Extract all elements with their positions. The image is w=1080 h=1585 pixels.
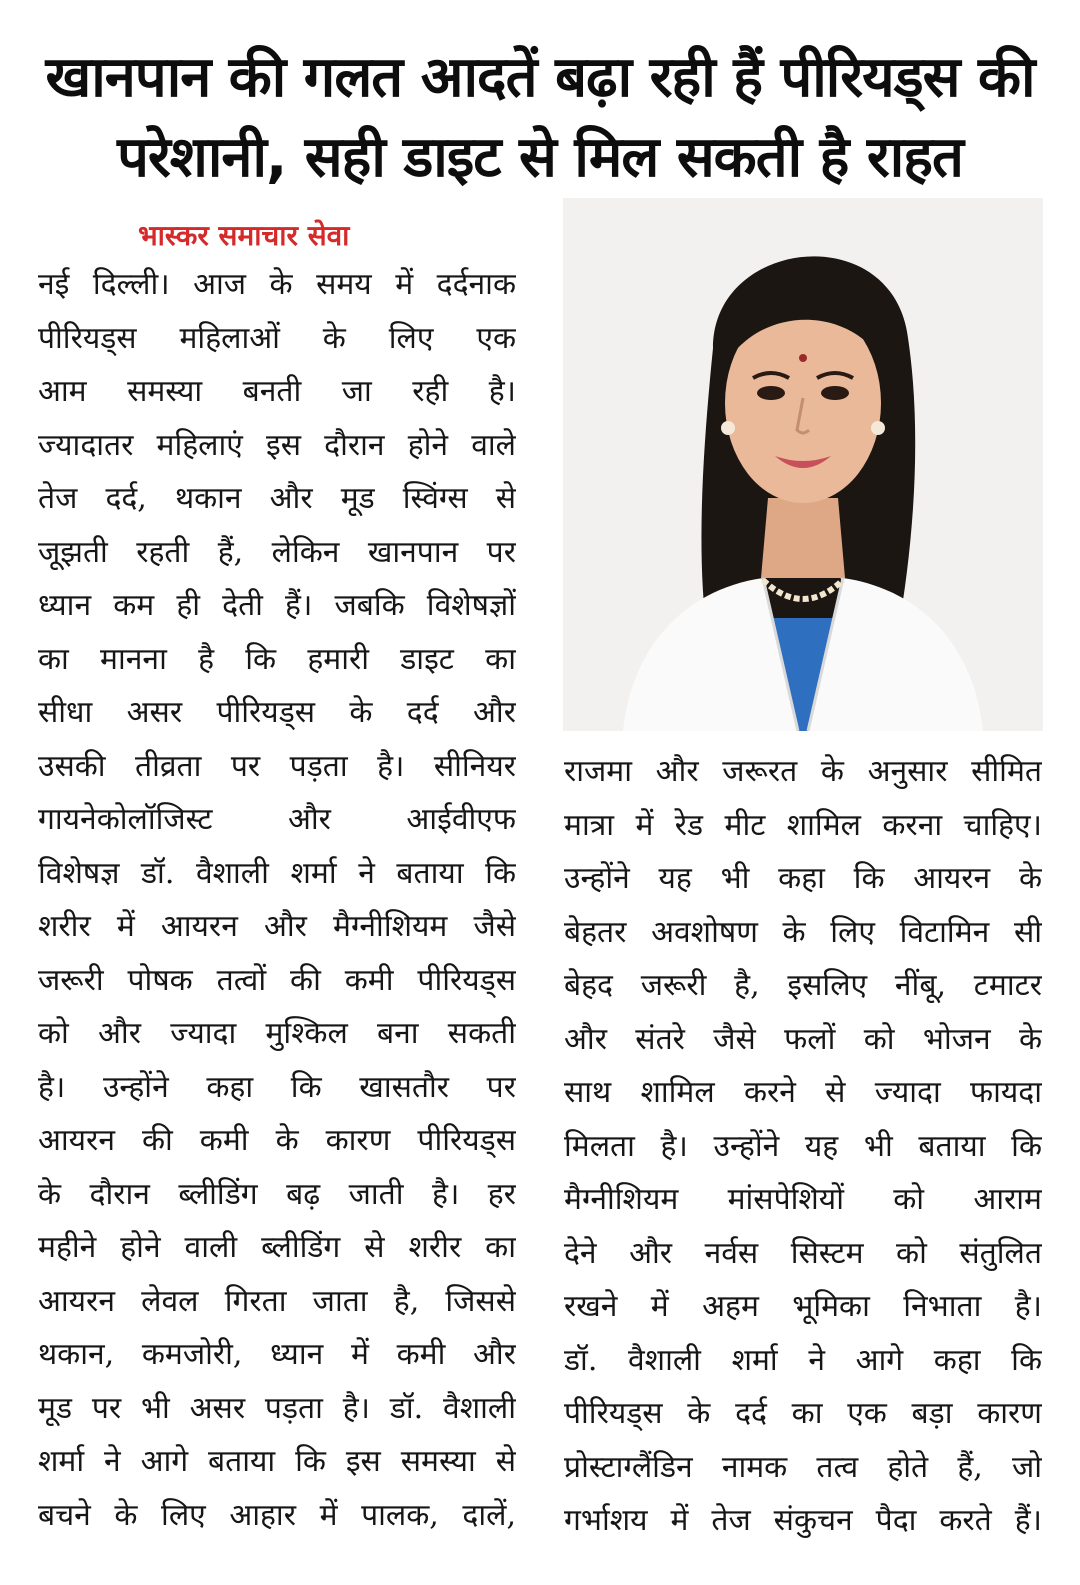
article-line: आयरन लेवल गिरता जाता है, जिससे xyxy=(38,1283,516,1319)
doctor-photo xyxy=(563,198,1043,731)
article-line: आम समस्या बनती जा रही है। xyxy=(38,374,516,409)
article-line: पीरियड्स के दर्द का एक बड़ा कारण xyxy=(564,1396,1042,1431)
article-line: का मानना है कि हमारी डाइट का xyxy=(38,641,516,677)
article-column-left xyxy=(38,258,516,1542)
article-line: ध्यान कम ही देती हैं। जबकि विशेषज्ञों xyxy=(38,588,516,623)
article-line: जूझती रहती हैं, लेकिन खानपान पर xyxy=(38,534,516,570)
article-line: देने और नर्वस सिस्टम को संतुलित xyxy=(564,1235,1042,1271)
headline xyxy=(20,38,1060,198)
article-line: शर्मा ने आगे बताया कि इस समस्या से xyxy=(38,1444,516,1479)
article-line: को और ज्यादा मुश्किल बना सकती xyxy=(38,1016,516,1051)
article-line: थकान, कमजोरी, ध्यान में कमी और xyxy=(38,1337,516,1372)
article-line: रखने में अहम भूमिका निभाता है। xyxy=(564,1289,1042,1324)
article-line: पीरियड्स महिलाओं के लिए एक xyxy=(38,320,516,356)
article-line: आयरन की कमी के कारण पीरियड्स xyxy=(38,1123,516,1158)
article-line: साथ शामिल करने से ज्यादा फायदा xyxy=(564,1075,1042,1110)
article-line: मैग्नीशियम मांसपेशियों को आराम xyxy=(564,1182,1042,1217)
byline: भास्कर समाचार सेवा xyxy=(138,219,350,252)
article-line: ज्यादातर महिलाएं इस दौरान होने वाले xyxy=(38,427,516,463)
headline-line-2: परेशानी, सही डाइट से मिल सकती है राहत xyxy=(117,125,963,190)
article-line: मात्रा में रेड मीट शामिल करना चाहिए। xyxy=(564,807,1042,843)
article-line: प्रोस्टाग्लैंडिन नामक तत्व होते हैं, जो xyxy=(564,1449,1042,1485)
article-line: मिलता है। उन्होंने यह भी बताया कि xyxy=(564,1128,1042,1164)
doctor-portrait-icon xyxy=(563,198,1043,731)
article-line: गर्भाशय में तेज संकुचन पैदा करते हैं। xyxy=(564,1503,1042,1538)
article-line: जरूरी पोषक तत्वों की कमी पीरियड्स xyxy=(38,962,516,998)
article-line: उसकी तीव्रता पर पड़ता है। सीनियर xyxy=(38,748,516,784)
article-line: मूड पर भी असर पड़ता है। डॉ. वैशाली xyxy=(38,1390,516,1426)
article-line: बचने के लिए आहार में पालक, दालें, xyxy=(38,1497,516,1533)
article-line: शरीर में आयरन और मैग्नीशियम जैसे xyxy=(38,909,516,944)
article-line: डॉ. वैशाली शर्मा ने आगे कहा कि xyxy=(564,1342,1042,1378)
article-line: विशेषज्ञ डॉ. वैशाली शर्मा ने बताया कि xyxy=(38,855,516,891)
article-line: महीने होने वाली ब्लीडिंग से शरीर का xyxy=(38,1230,516,1265)
article-line: तेज दर्द, थकान और मूड स्विंग्स से xyxy=(38,481,516,516)
article-line: गायनेकोलॉजिस्ट और आईवीएफ xyxy=(38,802,516,837)
article-column-right xyxy=(564,745,1042,1548)
article-line: सीधा असर पीरियड्स के दर्द और xyxy=(38,695,516,730)
article-line: बेहद जरूरी है, इसलिए नींबू, टमाटर xyxy=(564,968,1042,1003)
article-line: बेहतर अवशोषण के लिए विटामिन सी xyxy=(564,914,1042,950)
article-line: राजमा और जरूरत के अनुसार सीमित xyxy=(564,754,1042,789)
article-line: उन्होंने यह भी कहा कि आयरन के xyxy=(564,861,1042,896)
article-line: के दौरान ब्लीडिंग बढ़ जाती है। हर xyxy=(38,1176,516,1212)
article-line: और संतरे जैसे फलों को भोजन के xyxy=(564,1021,1042,1057)
article-line: है। उन्होंने कहा कि खासतौर पर xyxy=(38,1069,516,1105)
article-line: नई दिल्ली। आज के समय में दर्दनाक xyxy=(38,267,516,302)
headline-line-1: खानपान की गलत आदतें बढ़ा रही हैं पीरियड्स की xyxy=(45,45,1035,110)
